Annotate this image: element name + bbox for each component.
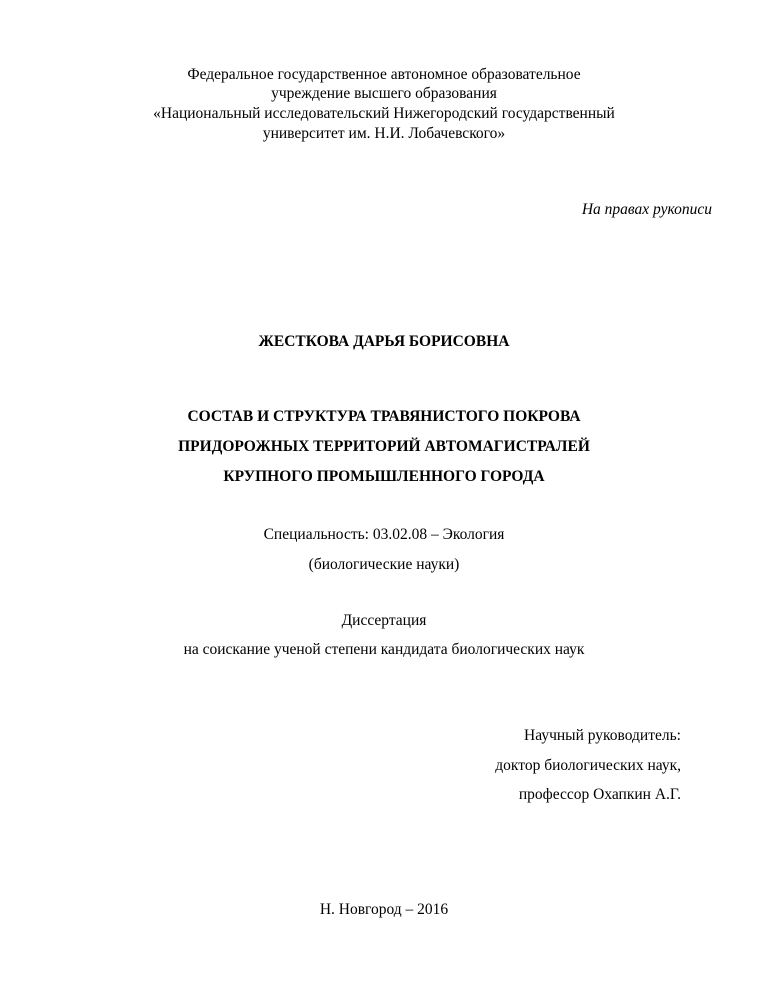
dissertation-title-line-1: СОСТАВ И СТРУКТУРА ТРАВЯНИСТОГО ПОКРОВА xyxy=(187,408,581,425)
supervisor-label: Научный руководитель: xyxy=(524,727,681,744)
institution-line-2: учреждение высшего образования xyxy=(271,85,497,102)
specialty-line-1: Специальность: 03.02.08 – Экология xyxy=(263,526,505,543)
dissertation-title-line-2: ПРИДОРОЖНЫХ ТЕРРИТОРИЙ АВТОМАГИСТРАЛЕЙ xyxy=(178,438,590,455)
supervisor-degree: доктор биологических наук, xyxy=(495,757,681,774)
supervisor-name: профессор Охапкин А.Г. xyxy=(518,786,681,803)
manuscript-note: На правах рукописи xyxy=(581,201,712,218)
author-name: ЖЕСТКОВА ДАРЬЯ БОРИСОВНА xyxy=(258,333,510,350)
dissertation-title-line-3: КРУПНОГО ПРОМЫШЛЕННОГО ГОРОДА xyxy=(223,468,545,485)
degree-line: на соискание ученой степени кандидата биологических наук xyxy=(183,641,585,658)
specialty-line-2: (биологические науки) xyxy=(308,556,460,573)
institution-line-4: университет им. Н.И. Лобачевского» xyxy=(262,125,506,142)
city-year: Н. Новгород – 2016 xyxy=(319,901,449,918)
institution-line-1: Федеральное государственное автономное образовательное xyxy=(187,66,581,83)
dissertation-label: Диссертация xyxy=(341,612,427,629)
institution-line-3: «Национальный исследовательский Нижегородский государственный xyxy=(153,105,615,122)
